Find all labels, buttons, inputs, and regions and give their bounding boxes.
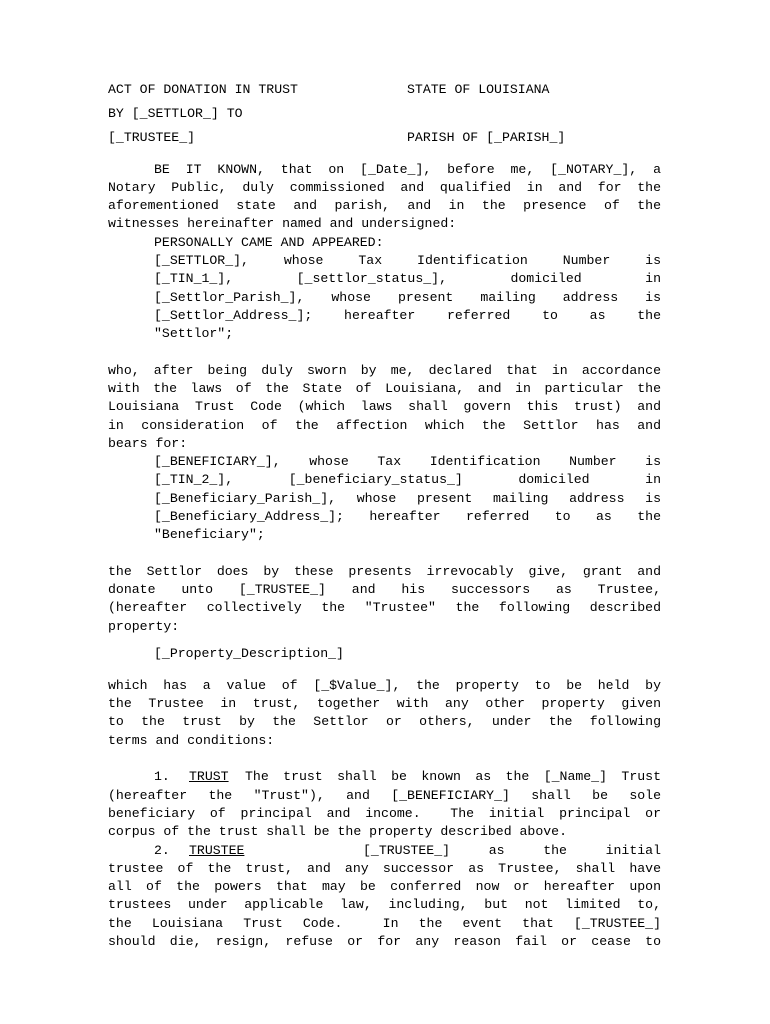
settlor-line: [_TIN_1_], [_settlor_status_], domiciled in: [154, 271, 661, 286]
section2-line: trustees under applicable law, including, but not limited to,: [108, 897, 661, 912]
settlor-line: "Settlor";: [154, 326, 234, 341]
document-title-line3: [_TRUSTEE_]: [108, 130, 196, 145]
settlor-line: [_SETTLOR_], whose Tax Identification Number is: [154, 253, 661, 268]
intro-line: aforementioned state and parish, and in the presence of the: [108, 198, 661, 213]
declaration-line: with the laws of the State of Louisiana, and in particular the: [108, 381, 661, 396]
beneficiary-line: [_BENEFICIARY_], whose Tax Identification Number is: [154, 454, 661, 469]
section2-heading: TRUSTEE: [189, 843, 245, 858]
declaration-line: who, after being duly sworn by me, declared that in accordance: [108, 363, 661, 378]
donation-line: property:: [108, 619, 180, 634]
declaration-line: Louisiana Trust Code (which laws shall govern this trust) and: [108, 399, 661, 414]
document-title-line1: ACT OF DONATION IN TRUST: [108, 82, 298, 97]
section1-line: beneficiary of principal and income. The initial principal or: [108, 806, 661, 821]
declaration-line: in consideration of the affection which the Settlor has and: [108, 418, 661, 433]
state-label: STATE OF LOUISIANA: [407, 82, 550, 97]
value-line: the Trustee in trust, together with any other property given: [108, 696, 661, 711]
intro-line: Notary Public, duly commissioned and qualified in and for the: [108, 180, 661, 195]
settlor-line: [_Settlor_Parish_], whose present mailing address is: [154, 290, 661, 305]
donation-line: donate unto [_TRUSTEE_] and his successors as Trustee,: [108, 582, 661, 597]
value-line: to the trust by the Settlor or others, under the following: [108, 714, 661, 729]
value-line: which has a value of [_$Value_], the property to be held by: [108, 678, 661, 693]
donation-line: (hereafter collectively the "Trustee" the following described: [108, 600, 661, 615]
appeared-heading: PERSONALLY CAME AND APPEARED:: [154, 235, 384, 250]
section1-heading: TRUST: [189, 769, 229, 784]
section2-line: the Louisiana Trust Code. In the event that [_TRUSTEE_]: [108, 916, 661, 931]
donation-line: the Settlor does by these presents irrevocably give, grant and: [108, 564, 661, 579]
beneficiary-line: [_Beneficiary_Parish_], whose present mailing address is: [154, 491, 661, 506]
section1-line: corpus of the trust shall be the property described above.: [108, 824, 567, 839]
property-description: [_Property_Description_]: [154, 646, 344, 661]
section2-number: 2.: [154, 843, 170, 858]
section1-line: The trust shall be known as the [_Name_] Trust: [245, 769, 661, 784]
declaration-line: bears for:: [108, 436, 188, 451]
document-title-line2: BY [_SETTLOR_] TO: [108, 106, 243, 121]
parish-label: PARISH OF [_PARISH_]: [407, 130, 566, 145]
section2-line: should die, resign, refuse or for any reason fail or cease to: [108, 934, 661, 949]
beneficiary-line: [_TIN_2_], [_beneficiary_status_] domiciled in: [154, 472, 661, 487]
intro-line: witnesses hereinafter named and undersigned:: [108, 216, 457, 231]
intro-line: BE IT KNOWN, that on [_Date_], before me, [_NOTARY_], a: [154, 162, 661, 177]
value-line: terms and conditions:: [108, 733, 275, 748]
section2-line: all of the powers that may be conferred now or hereafter upon: [108, 879, 661, 894]
section2-line: trustee of the trust, and any successor as Trustee, shall have: [108, 861, 661, 876]
section1-line: (hereafter the "Trust"), and [_BENEFICIARY_] shall be sole: [108, 788, 661, 803]
beneficiary-line: [_Beneficiary_Address_]; hereafter referred to as the: [154, 509, 661, 524]
section1-number: 1.: [154, 769, 170, 784]
section2-line: [_TRUSTEE_] as the initial: [363, 843, 661, 858]
beneficiary-line: "Beneficiary";: [154, 527, 265, 542]
settlor-line: [_Settlor_Address_]; hereafter referred to as the: [154, 308, 661, 323]
